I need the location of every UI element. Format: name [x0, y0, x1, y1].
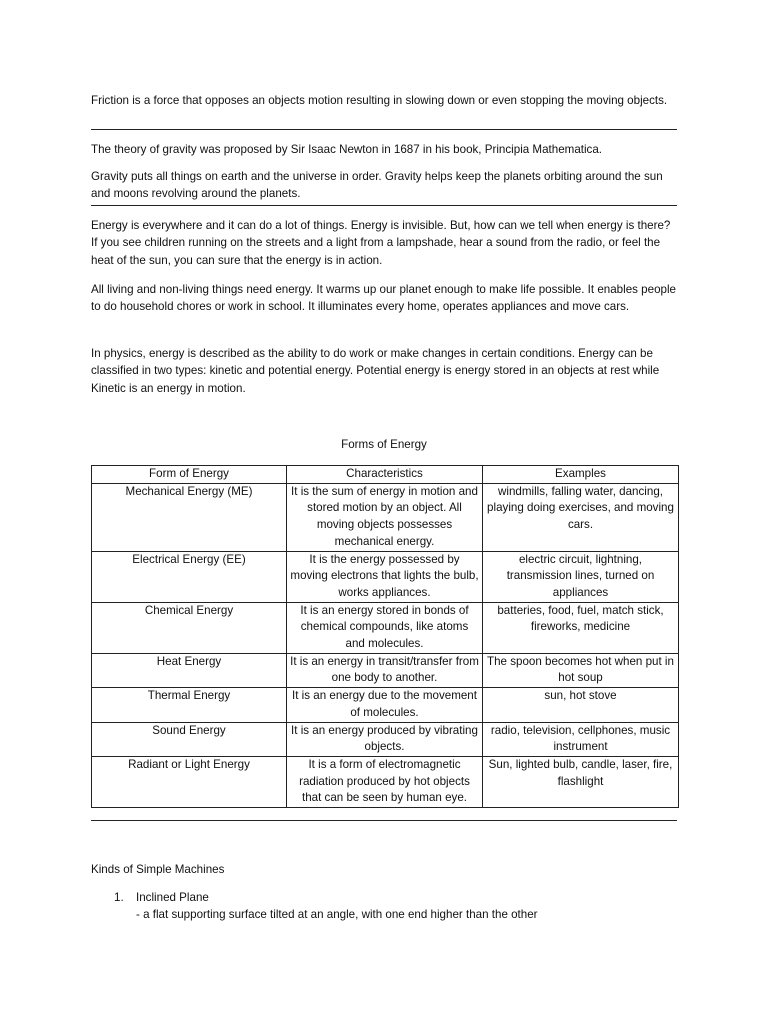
characteristics-cell: It is the sum of energy in motion and stored motion by an object. All moving objects possesses mechanical energy.	[287, 483, 483, 551]
table-row	[92, 551, 679, 602]
list-item-title: Inclined Plane	[136, 891, 209, 904]
paragraph-gravity-theory: The theory of gravity was proposed by Sir Isaac Newton in 1687 in his book, Principia Mathematica.	[91, 143, 603, 156]
examples-cell: The spoon becomes hot when put in hot soup	[483, 653, 679, 687]
table-row	[92, 602, 679, 653]
table-row	[92, 722, 679, 756]
divider-rule	[91, 129, 677, 130]
form-cell: Mechanical Energy (ME)	[92, 483, 287, 551]
characteristics-cell: It is an energy in transit/transfer from one body to another.	[287, 653, 483, 687]
forms-of-energy-table	[91, 465, 679, 808]
table-caption: Forms of Energy	[341, 438, 427, 451]
form-cell: Electrical Energy (EE)	[92, 551, 287, 602]
divider-rule	[91, 205, 677, 206]
machines-heading: Kinds of Simple Machines	[91, 863, 225, 876]
characteristics-cell: It is a form of electromagnetic radiation produced by hot objects that can be seen by human eye.	[287, 756, 483, 807]
characteristics-cell: It is an energy stored in bonds of chemical compounds, like atoms and molecules.	[287, 602, 483, 653]
examples-cell: radio, television, cellphones, music instrument	[483, 722, 679, 756]
form-cell: Radiant or Light Energy	[92, 756, 287, 807]
paragraph-energy-physics: In physics, energy is described as the ability to do work or make changes in certain conditions. Energy can be classified in two types: kinetic and potential energy. Potential energy is energy stored in an objects at rest while Kinetic is an energy in motion.	[91, 347, 660, 395]
column-header: Form of Energy	[92, 466, 287, 484]
paragraph-energy-intro: Energy is everywhere and it can do a lot of things. Energy is invisible. But, how can we tell when energy is there? If you see children running on the streets and a light from a lampshade, hear a sound from the radio, or feel the heat of the sun, you can sure that the energy is in action.	[91, 219, 671, 267]
paragraph-gravity-role: Gravity puts all things on earth and the universe in order. Gravity helps keep the planets orbiting around the sun and moons revolving around the planets.	[91, 170, 663, 201]
form-cell: Thermal Energy	[92, 688, 287, 722]
table-row	[92, 653, 679, 687]
table-header-row	[92, 466, 679, 484]
examples-cell: windmills, falling water, dancing, playing doing exercises, and moving cars.	[483, 483, 679, 551]
form-cell: Chemical Energy	[92, 602, 287, 653]
characteristics-cell: It is an energy due to the movement of molecules.	[287, 688, 483, 722]
paragraph-friction: Friction is a force that opposes an objects motion resulting in slowing down or even stopping the moving objects.	[91, 94, 668, 107]
examples-cell: batteries, food, fuel, match stick, fireworks, medicine	[483, 602, 679, 653]
examples-cell: sun, hot stove	[483, 688, 679, 722]
column-header: Characteristics	[287, 466, 483, 484]
column-header: Examples	[483, 466, 679, 484]
divider-rule	[91, 820, 677, 821]
table-row	[92, 688, 679, 722]
table-row	[92, 483, 679, 551]
list-item	[114, 889, 674, 924]
characteristics-cell: It is an energy produced by vibrating objects.	[287, 722, 483, 756]
form-cell: Sound Energy	[92, 722, 287, 756]
list-item-description: - a flat supporting surface tilted at an angle, with one end higher than the other	[136, 908, 538, 922]
list-item-number: 1.	[114, 891, 124, 904]
characteristics-cell: It is the energy possessed by moving electrons that lights the bulb, works appliances.	[287, 551, 483, 602]
examples-cell: Sun, lighted bulb, candle, laser, fire, flashlight	[483, 756, 679, 807]
form-cell: Heat Energy	[92, 653, 287, 687]
table-row	[92, 756, 679, 807]
paragraph-energy-need: All living and non-living things need energy. It warms up our planet enough to make life possible. It enables people to do household chores or work in school. It illuminates every home, operates appliances and move cars.	[91, 283, 676, 314]
examples-cell: electric circuit, lightning, transmission lines, turned on appliances	[483, 551, 679, 602]
